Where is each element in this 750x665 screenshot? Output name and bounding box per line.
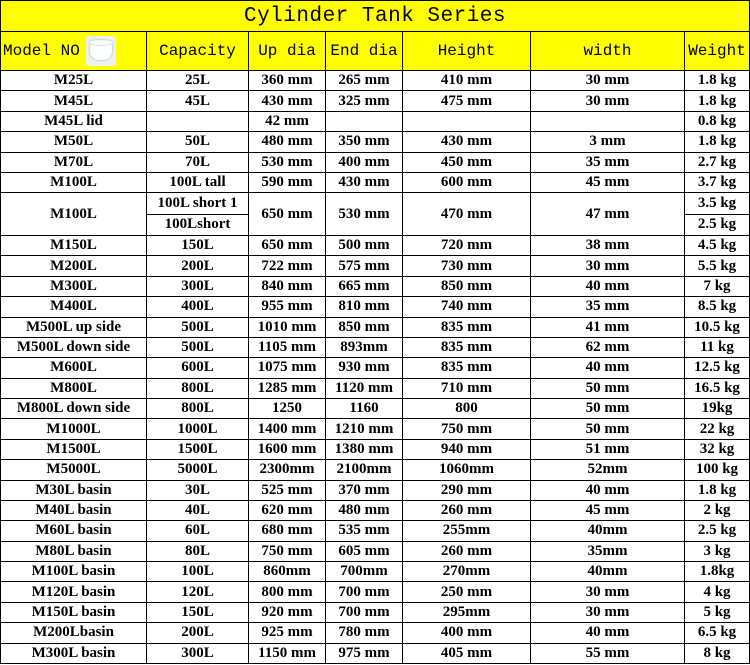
cell-width: 35 mm [531, 297, 685, 317]
cell-weight: 11 kg [685, 337, 750, 357]
cell-up-dia: 860mm [249, 562, 326, 582]
cell-end-dia: 1380 mm [326, 439, 403, 459]
cell-end-dia: 350 mm [326, 132, 403, 152]
cell-model: M5000L [1, 460, 147, 480]
cell-capacity: 60L [147, 521, 249, 541]
cell-height: 410 mm [403, 71, 531, 91]
cell-width: 3 mm [531, 132, 685, 152]
cell-end-dia: 370 mm [326, 480, 403, 500]
cell-height: 750 mm [403, 419, 531, 439]
cell-model: M500L down side [1, 337, 147, 357]
cell-weight: 3 kg [685, 541, 750, 561]
cell-end-dia: 2100mm [326, 460, 403, 480]
cell-model: M120L basin [1, 582, 147, 602]
cell-end-dia: 975 mm [326, 643, 403, 663]
cell-up-dia: 680 mm [249, 521, 326, 541]
cell-width: 45 mm [531, 500, 685, 520]
cell-model: M1500L [1, 439, 147, 459]
cell-model: M200Lbasin [1, 623, 147, 643]
table-body-split [1, 193, 750, 236]
cell-model: M45L [1, 91, 147, 111]
cell-end-dia: 665 mm [326, 276, 403, 296]
cell-up-dia: 1400 mm [249, 419, 326, 439]
table-row [1, 236, 750, 256]
cell-height: 450 mm [403, 152, 531, 172]
cell-width: 41 mm [531, 317, 685, 337]
table-row [1, 500, 750, 520]
cell-end-dia: 500 mm [326, 236, 403, 256]
cell-end-dia: 480 mm [326, 500, 403, 520]
cell-model: M600L [1, 358, 147, 378]
cell-height: 250 mm [403, 582, 531, 602]
cell-width: 38 mm [531, 236, 685, 256]
table-row [1, 132, 750, 152]
table-row [1, 419, 750, 439]
cell-weight: 16.5 kg [685, 378, 750, 398]
cell-weight: 1.8 kg [685, 132, 750, 152]
cell-capacity: 800L [147, 399, 249, 419]
table-row [1, 358, 750, 378]
cell-up-dia: 590 mm [249, 172, 326, 192]
cell-weight: 2.5 kg [685, 521, 750, 541]
table-row [1, 317, 750, 337]
cell-weight: 10.5 kg [685, 317, 750, 337]
cell-capacity: 80L [147, 541, 249, 561]
cell-up-dia: 920 mm [249, 602, 326, 622]
cell-up-dia: 800 mm [249, 582, 326, 602]
cell-end-dia: 700 mm [326, 582, 403, 602]
table-row [1, 541, 750, 561]
cell-width [531, 111, 685, 131]
table-row [1, 439, 750, 459]
cell-height: 835 mm [403, 317, 531, 337]
table-row [1, 172, 750, 192]
cell-model: M50L [1, 132, 147, 152]
cell-height: 740 mm [403, 297, 531, 317]
cell-width: 30 mm [531, 582, 685, 602]
cell-width: 51 mm [531, 439, 685, 459]
cell-weight: 8.5 kg [685, 297, 750, 317]
cell-height: 800 [403, 399, 531, 419]
cell-capacity: 300L [147, 276, 249, 296]
cell-height: 260 mm [403, 541, 531, 561]
cell-model: M300L [1, 276, 147, 296]
cell-capacity: 500L [147, 317, 249, 337]
table-row [1, 480, 750, 500]
table-body-top [1, 71, 750, 193]
cell-height: 475 mm [403, 91, 531, 111]
table-title: Cylinder Tank Series [1, 1, 750, 32]
cell-end-dia: 265 mm [326, 71, 403, 91]
cell-model: M200L [1, 256, 147, 276]
cell-end-dia: 1210 mm [326, 419, 403, 439]
cell-height: 850 mm [403, 276, 531, 296]
cell-width: 35mm [531, 541, 685, 561]
cell-model: M800L [1, 378, 147, 398]
cell-width: 45 mm [531, 172, 685, 192]
cell-height: 710 mm [403, 378, 531, 398]
cell-width: 35 mm [531, 152, 685, 172]
cell-end-dia: 325 mm [326, 91, 403, 111]
cell-up-dia: 430 mm [249, 91, 326, 111]
cell-width: 62 mm [531, 337, 685, 357]
cell-height: 405 mm [403, 643, 531, 663]
cell-end-dia: 700mm [326, 562, 403, 582]
header-width: width [531, 32, 685, 71]
cell-model: M150L basin [1, 602, 147, 622]
cell-capacity: 500L [147, 337, 249, 357]
cell-weight: 2 kg [685, 500, 750, 520]
cell-model: M80L basin [1, 541, 147, 561]
cell-capacity: 100L [147, 562, 249, 582]
cell-weight: 2.5 kg [685, 214, 750, 235]
cell-end-dia: 1120 mm [326, 378, 403, 398]
cell-height: 270mm [403, 562, 531, 582]
table-row [1, 152, 750, 172]
cell-end-dia: 700 mm [326, 602, 403, 622]
cell-up-dia: 360 mm [249, 71, 326, 91]
cell-capacity: 30L [147, 480, 249, 500]
cell-height: 1060mm [403, 460, 531, 480]
cell-capacity: 150L [147, 602, 249, 622]
cell-capacity [147, 111, 249, 131]
cell-up-dia: 1600 mm [249, 439, 326, 459]
table-row [1, 337, 750, 357]
table-row [1, 582, 750, 602]
cell-weight: 5.5 kg [685, 256, 750, 276]
table-row [1, 256, 750, 276]
cell-end-dia: 780 mm [326, 623, 403, 643]
cell-model: M60L basin [1, 521, 147, 541]
header-capacity: Capacity [147, 32, 249, 71]
cell-model: M400L [1, 297, 147, 317]
header-end-dia: End dia [326, 32, 403, 71]
cell-capacity: 150L [147, 236, 249, 256]
header-model [1, 32, 147, 71]
cell-capacity: 100L tall [147, 172, 249, 192]
cell-weight: 19kg [685, 399, 750, 419]
cell-end-dia: 430 mm [326, 172, 403, 192]
table-row [1, 643, 750, 663]
table-row [1, 297, 750, 317]
cell-capacity: 120L [147, 582, 249, 602]
cell-capacity: 100L short 1 [147, 193, 249, 214]
cell-weight: 3.7 kg [685, 172, 750, 192]
table-row [1, 276, 750, 296]
cell-end-dia [326, 111, 403, 131]
cell-weight: 32 kg [685, 439, 750, 459]
cell-up-dia: 650 mm [249, 236, 326, 256]
cell-model: M500L up side [1, 317, 147, 337]
cell-height: 430 mm [403, 132, 531, 152]
cell-width: 40mm [531, 521, 685, 541]
cell-capacity: 1000L [147, 419, 249, 439]
table-row [1, 562, 750, 582]
cell-up-dia: 1075 mm [249, 358, 326, 378]
cell-up-dia: 925 mm [249, 623, 326, 643]
cell-model: M100L basin [1, 562, 147, 582]
cell-width: 47 mm [531, 193, 685, 236]
cell-model: M45L lid [1, 111, 147, 131]
cell-width: 30 mm [531, 256, 685, 276]
cell-end-dia: 575 mm [326, 256, 403, 276]
cell-end-dia: 605 mm [326, 541, 403, 561]
cell-weight: 4 kg [685, 582, 750, 602]
table-row [1, 91, 750, 111]
cell-up-dia: 525 mm [249, 480, 326, 500]
cell-capacity: 800L [147, 378, 249, 398]
cell-capacity: 70L [147, 152, 249, 172]
cell-up-dia: 1010 mm [249, 317, 326, 337]
header-weight: Weight [685, 32, 750, 71]
cell-weight: 8 kg [685, 643, 750, 663]
cell-end-dia: 1160 [326, 399, 403, 419]
cell-height: 295mm [403, 602, 531, 622]
table-row [1, 378, 750, 398]
cell-height: 290 mm [403, 480, 531, 500]
table-row [1, 193, 750, 214]
cell-weight: 12.5 kg [685, 358, 750, 378]
cell-width: 50 mm [531, 419, 685, 439]
cell-height [403, 111, 531, 131]
cell-up-dia: 840 mm [249, 276, 326, 296]
cell-height: 940 mm [403, 439, 531, 459]
table-row [1, 71, 750, 91]
cell-up-dia: 2300mm [249, 460, 326, 480]
header-height: Height [403, 32, 531, 71]
cell-model: M30L basin [1, 480, 147, 500]
cell-model: M100L [1, 172, 147, 192]
cell-end-dia: 535 mm [326, 521, 403, 541]
cell-up-dia: 530 mm [249, 152, 326, 172]
table-row [1, 460, 750, 480]
cell-end-dia: 850 mm [326, 317, 403, 337]
cell-width: 50 mm [531, 378, 685, 398]
cell-width: 52mm [531, 460, 685, 480]
header-up-dia: Up dia [249, 32, 326, 71]
cell-up-dia: 42 mm [249, 111, 326, 131]
cell-up-dia: 750 mm [249, 541, 326, 561]
cell-up-dia: 620 mm [249, 500, 326, 520]
cell-width: 30 mm [531, 602, 685, 622]
cell-model: M25L [1, 71, 147, 91]
cell-up-dia: 1150 mm [249, 643, 326, 663]
table-body-bottom [1, 236, 750, 664]
cell-weight: 4.5 kg [685, 236, 750, 256]
cell-capacity: 600L [147, 358, 249, 378]
cell-capacity: 25L [147, 71, 249, 91]
cell-height: 470 mm [403, 193, 531, 236]
cell-capacity: 200L [147, 256, 249, 276]
cell-capacity: 1500L [147, 439, 249, 459]
cell-height: 400 mm [403, 623, 531, 643]
cell-capacity: 300L [147, 643, 249, 663]
cell-capacity: 45L [147, 91, 249, 111]
cell-width: 40 mm [531, 480, 685, 500]
cell-end-dia: 400 mm [326, 152, 403, 172]
cell-capacity: 200L [147, 623, 249, 643]
cell-model: M300L basin [1, 643, 147, 663]
cell-width: 55 mm [531, 643, 685, 663]
table-row [1, 602, 750, 622]
cell-height: 720 mm [403, 236, 531, 256]
cell-end-dia: 930 mm [326, 358, 403, 378]
cell-weight: 0.8 kg [685, 111, 750, 131]
cell-capacity: 40L [147, 500, 249, 520]
cell-width: 40mm [531, 562, 685, 582]
cell-weight: 7 kg [685, 276, 750, 296]
cell-end-dia: 893mm [326, 337, 403, 357]
cell-up-dia: 1285 mm [249, 378, 326, 398]
cell-width: 30 mm [531, 71, 685, 91]
cell-end-dia: 810 mm [326, 297, 403, 317]
cell-height: 255mm [403, 521, 531, 541]
cell-model: M40L basin [1, 500, 147, 520]
cell-width: 40 mm [531, 276, 685, 296]
cell-weight: 3.5 kg [685, 193, 750, 214]
cell-height: 835 mm [403, 337, 531, 357]
cell-model: M70L [1, 152, 147, 172]
cell-capacity: 50L [147, 132, 249, 152]
cell-weight: 1.8 kg [685, 91, 750, 111]
cell-width: 40 mm [531, 358, 685, 378]
cell-weight: 1.8 kg [685, 71, 750, 91]
table-row [1, 623, 750, 643]
tank-thumbnail-icon [86, 36, 116, 66]
cell-weight: 5 kg [685, 602, 750, 622]
cell-height: 260 mm [403, 500, 531, 520]
table-row [1, 111, 750, 131]
table-row [1, 521, 750, 541]
cell-up-dia: 650 mm [249, 193, 326, 236]
cell-weight: 1.8 kg [685, 480, 750, 500]
cell-height: 600 mm [403, 172, 531, 192]
cell-up-dia: 1105 mm [249, 337, 326, 357]
cell-capacity: 100Lshort [147, 214, 249, 235]
cell-width: 50 mm [531, 399, 685, 419]
cell-weight: 2.7 kg [685, 152, 750, 172]
cell-model: M100L [1, 193, 147, 236]
header-model-label: Model NO [3, 42, 80, 61]
cell-model: M150L [1, 236, 147, 256]
cell-weight: 1.8kg [685, 562, 750, 582]
cell-capacity: 400L [147, 297, 249, 317]
cell-model: M800L down side [1, 399, 147, 419]
cell-capacity: 5000L [147, 460, 249, 480]
cell-height: 730 mm [403, 256, 531, 276]
cell-up-dia: 480 mm [249, 132, 326, 152]
cell-weight: 22 kg [685, 419, 750, 439]
cell-model: M1000L [1, 419, 147, 439]
cell-up-dia: 955 mm [249, 297, 326, 317]
cell-height: 835 mm [403, 358, 531, 378]
cell-up-dia: 1250 [249, 399, 326, 419]
table-row [1, 399, 750, 419]
cell-width: 40 mm [531, 623, 685, 643]
cell-weight: 6.5 kg [685, 623, 750, 643]
cell-end-dia: 530 mm [326, 193, 403, 236]
cell-width: 30 mm [531, 91, 685, 111]
cell-up-dia: 722 mm [249, 256, 326, 276]
cell-weight: 100 kg [685, 460, 750, 480]
